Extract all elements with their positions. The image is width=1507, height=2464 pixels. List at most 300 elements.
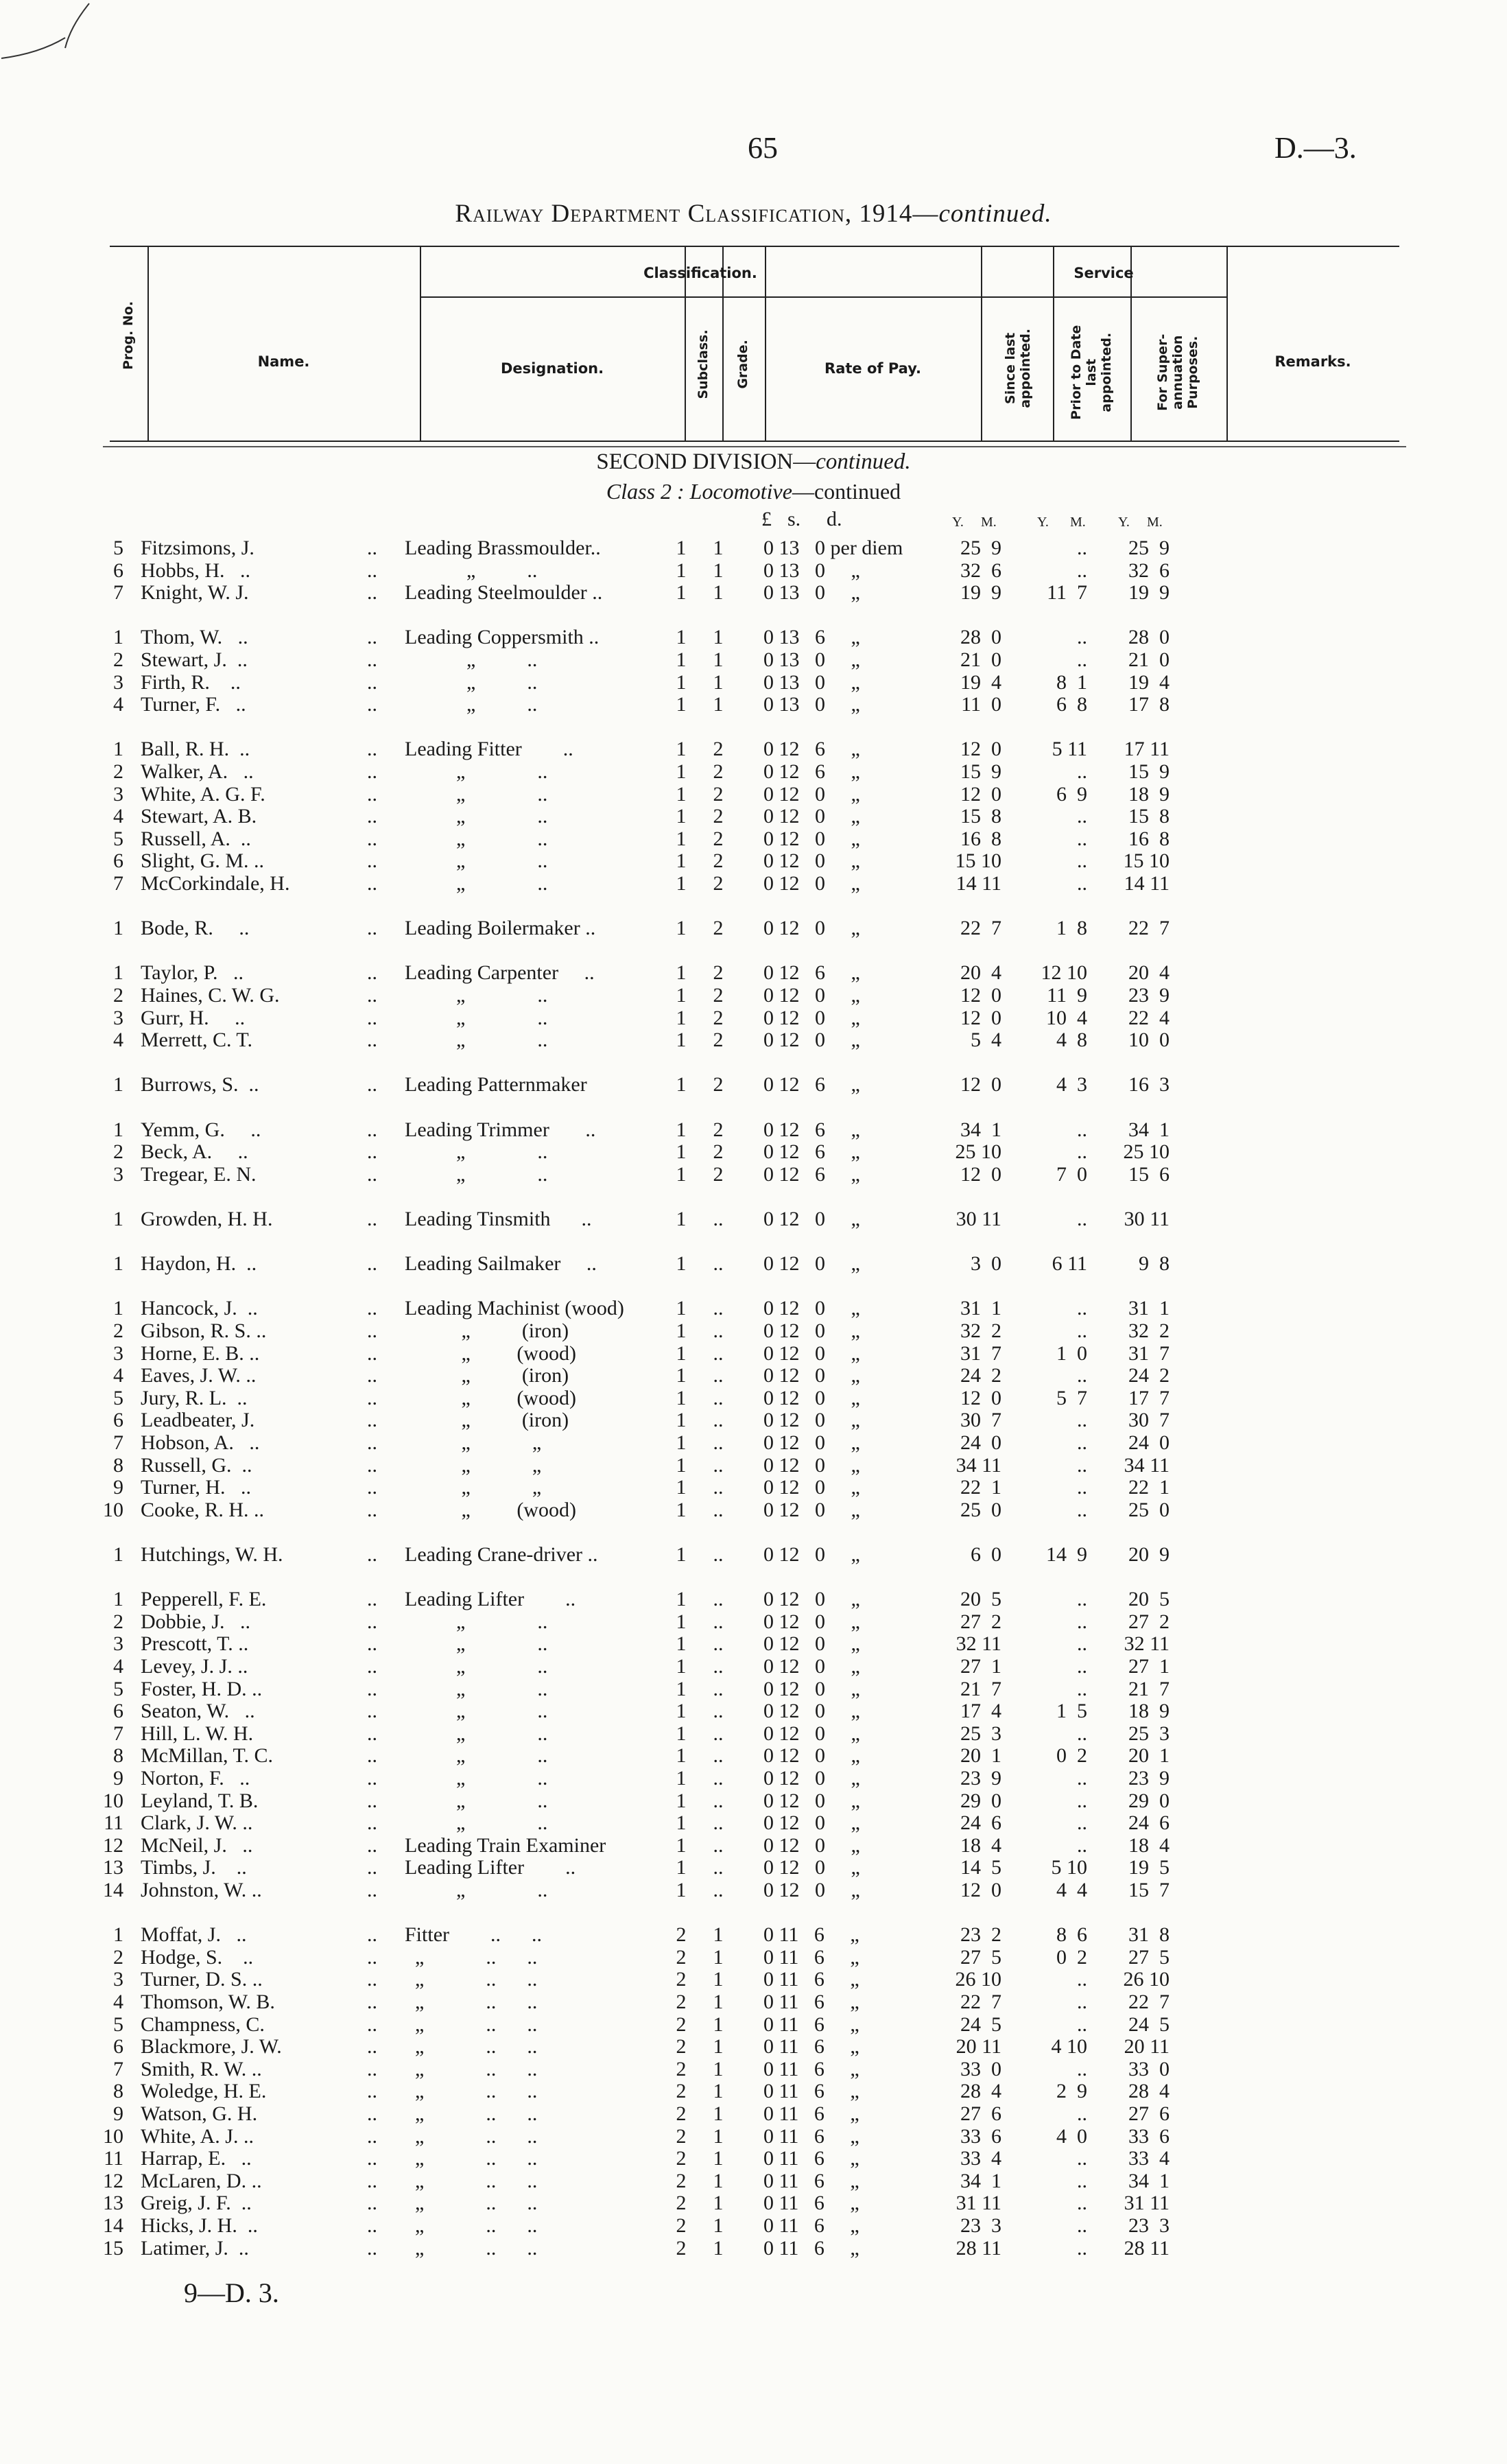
cell-no: 1: [113, 1252, 123, 1276]
cell-name: Turner, D. S. ..: [141, 1968, 263, 1991]
cell-since: 14 11: [956, 872, 1001, 895]
cell-super: 31 1: [1128, 1297, 1170, 1320]
cell-name: Hodge, S. ..: [141, 1945, 254, 1969]
cell-desig: Leading Coppersmith ..: [405, 626, 600, 649]
cell-desig: „ ..: [405, 1677, 548, 1700]
cell-sub: 1: [676, 805, 687, 828]
table-row: [0, 1811, 1507, 1835]
table-row: [0, 537, 1507, 560]
table-row: [0, 1387, 1507, 1410]
cell-pay: 0 12 0 „: [763, 1029, 860, 1052]
cell-dots: ..: [367, 872, 377, 895]
cell-super: 27 5: [1128, 1945, 1170, 1969]
cell-prior: ..: [1077, 1208, 1087, 1230]
cell-since: 25 3: [960, 1722, 1001, 1745]
cell-dots: ..: [367, 1744, 377, 1768]
cell-prior: 7 0: [1056, 1162, 1087, 1186]
cell-super: 29 0: [1128, 1789, 1170, 1812]
cell-super: 21 0: [1128, 648, 1170, 671]
cell-prior: 8 1: [1056, 670, 1087, 694]
unit-years: Y.: [952, 515, 964, 530]
cell-name: Beck, A. ..: [141, 1140, 248, 1164]
cell-super: 16 3: [1128, 1073, 1170, 1096]
cell-name: Timbs, J. ..: [141, 1856, 247, 1879]
cell-since: 30 11: [956, 1208, 1001, 1230]
cell-super: 22 4: [1128, 1006, 1170, 1029]
header-superannuation: For Super- annuation Purposes.: [1155, 333, 1200, 411]
cell-since: 27 1: [960, 1655, 1001, 1678]
cell-grade: ..: [713, 1498, 724, 1521]
cell-since: 11 0: [961, 693, 1001, 716]
cell-name: Cooke, R. H. ..: [141, 1498, 264, 1521]
cell-since: 28 4: [960, 2080, 1001, 2103]
cell-super: 20 1: [1128, 1744, 1170, 1768]
cell-pay: 0 12 0 „: [763, 917, 860, 940]
header-since-last-appointed: Since last appointed.: [1003, 328, 1033, 408]
cell-prior: 11 7: [1047, 581, 1087, 605]
cell-sub: 1: [676, 1767, 687, 1790]
cell-sub: 1: [676, 984, 687, 1007]
cell-since: 20 4: [960, 961, 1001, 985]
table-row: [0, 1029, 1507, 1052]
cell-super: 31 11: [1124, 2192, 1170, 2215]
cell-desig: „ ..: [405, 1162, 548, 1186]
cell-no: 4: [113, 1655, 123, 1678]
cell-no: 2: [113, 1945, 123, 1969]
cell-grade: ..: [713, 1677, 724, 1700]
cell-grade: ..: [713, 1476, 724, 1499]
cell-pay: 0 12 0 „: [763, 1677, 860, 1700]
table-row: [0, 1946, 1507, 1969]
page-title-main: Railway Department Classification, 1914—: [455, 200, 939, 228]
cell-no: 2: [113, 648, 123, 671]
table-row: [0, 1499, 1507, 1522]
cell-super: 25 10: [1123, 1140, 1170, 1164]
cell-desig: „ ..: [405, 984, 548, 1007]
table-row: [0, 1073, 1507, 1096]
cell-prior: ..: [1077, 2192, 1087, 2215]
cell-grade: 2: [713, 1073, 724, 1096]
cell-desig: „ (iron): [405, 1409, 569, 1432]
cell-dots: ..: [367, 2035, 377, 2058]
cell-name: Walker, A. ..: [141, 760, 254, 783]
table-row: [0, 1409, 1507, 1432]
cell-super: 15 7: [1128, 1879, 1170, 1901]
cell-sub: 1: [676, 559, 687, 582]
cell-desig: „ ..: [405, 1610, 548, 1633]
cell-sub: 1: [676, 1073, 687, 1096]
cell-name: Hicks, J. H. ..: [141, 2214, 258, 2237]
cell-super: 19 4: [1128, 670, 1170, 694]
cell-super: 9 8: [1139, 1252, 1170, 1276]
cell-since: 34 11: [956, 1453, 1001, 1477]
cell-since: 24 6: [960, 1811, 1001, 1835]
cell-sub: 1: [676, 648, 687, 671]
cell-pay: 0 12 0 „: [763, 1700, 860, 1723]
cell-sub: 1: [676, 693, 687, 716]
cell-sub: 2: [676, 1968, 687, 1991]
cell-name: Moffat, J. ..: [141, 1923, 247, 1947]
cell-no: 8: [113, 1744, 123, 1768]
cell-desig: „ ..: [405, 1029, 548, 1052]
cell-grade: ..: [713, 1453, 724, 1477]
cell-sub: 1: [676, 917, 687, 940]
table-row: [0, 626, 1507, 649]
cell-pay: 0 13 0 „: [763, 648, 860, 671]
cell-since: 23 3: [960, 2214, 1001, 2237]
cell-super: 16 8: [1128, 827, 1170, 850]
cell-dots: ..: [367, 738, 377, 761]
table-row: [0, 2125, 1507, 2148]
cell-dots: ..: [367, 2124, 377, 2148]
table-row: [0, 581, 1507, 605]
cell-name: Prescott, T. ..: [141, 1632, 249, 1656]
cell-desig: „ ..: [405, 559, 538, 582]
cell-since: 22 7: [960, 917, 1001, 940]
cell-desig: Fitter .. ..: [405, 1923, 542, 1947]
cell-pay: 0 12 6 „: [763, 1162, 860, 1186]
cell-pay: 0 11 6 „: [763, 2080, 859, 2103]
cell-dots: ..: [367, 1029, 377, 1052]
cell-dots: ..: [367, 1789, 377, 1812]
cell-no: 12: [103, 1833, 123, 1857]
cell-super: 15 8: [1128, 805, 1170, 828]
cell-since: 27 2: [960, 1610, 1001, 1633]
cell-desig: „ ..: [405, 1767, 548, 1790]
cell-grade: 1: [713, 648, 724, 671]
cell-no: 14: [103, 2214, 123, 2237]
cell-grade: ..: [713, 1700, 724, 1723]
cell-sub: 1: [676, 1341, 687, 1365]
cell-pay: 0 12 0 „: [763, 1610, 860, 1633]
cell-desig: „ ..: [405, 760, 548, 783]
cell-grade: 1: [713, 2169, 724, 2192]
cell-super: 25 0: [1128, 1498, 1170, 1521]
cell-desig: „ ..: [405, 1632, 548, 1656]
cell-since: 32 2: [960, 1319, 1001, 1342]
table-row: [0, 1744, 1507, 1768]
cell-name: Merrett, C. T.: [141, 1029, 253, 1052]
cell-since: 27 6: [960, 2102, 1001, 2125]
subsection-heading-italic: Class 2 : Locomotive: [606, 479, 792, 504]
cell-dots: ..: [367, 1879, 377, 1901]
cell-prior: 5 10: [1051, 1856, 1087, 1879]
cell-desig: Leading Steelmoulder ..: [405, 581, 603, 605]
cell-since: 27 5: [960, 1945, 1001, 1969]
cell-prior: ..: [1077, 849, 1087, 873]
cell-since: 15 8: [960, 805, 1001, 828]
unit-years: Y.: [1118, 515, 1130, 530]
cell-super: 25 9: [1128, 537, 1170, 559]
table-row: [0, 1856, 1507, 1879]
cell-dots: ..: [367, 1722, 377, 1745]
table-row: [0, 1968, 1507, 1991]
table-row: [0, 738, 1507, 761]
cell-since: 12 0: [960, 1879, 1001, 1901]
cell-no: 1: [113, 917, 123, 940]
cell-desig: Leading Train Examiner: [405, 1833, 606, 1857]
cell-sub: 2: [676, 2214, 687, 2237]
cell-super: 27 2: [1128, 1610, 1170, 1633]
cell-prior: ..: [1077, 1297, 1087, 1320]
cell-pay: 0 11 6 „: [763, 2124, 859, 2148]
cell-desig: „ ..: [405, 670, 538, 694]
cell-desig: „ .. ..: [405, 2013, 538, 2036]
cell-grade: 1: [713, 693, 724, 716]
cell-sub: 2: [676, 2236, 687, 2260]
cell-desig: „ ..: [405, 849, 548, 873]
header-name: Name.: [257, 353, 310, 370]
cell-dots: ..: [367, 1453, 377, 1477]
header-service: Service: [1073, 265, 1134, 281]
cell-no: 2: [113, 1319, 123, 1342]
cell-since: 24 5: [960, 2013, 1001, 2036]
cell-desig: „ ..: [405, 1655, 548, 1678]
cell-prior: ..: [1077, 1968, 1087, 1991]
unit-pounds: £: [761, 508, 772, 530]
cell-prior: ..: [1077, 2169, 1087, 2192]
subsection-heading-rest: —continued: [792, 479, 901, 504]
cell-grade: 1: [713, 2057, 724, 2080]
cell-desig: „ ..: [405, 805, 548, 828]
cell-super: 24 2: [1128, 1364, 1170, 1387]
cell-pay: 0 13 6 „: [763, 626, 860, 649]
cell-prior: ..: [1077, 537, 1087, 559]
cell-dots: ..: [367, 1991, 377, 2013]
cell-prior: ..: [1077, 1319, 1087, 1342]
cell-desig: Leading Trimmer ..: [405, 1118, 596, 1141]
cell-name: Champness, C.: [141, 2013, 265, 2036]
cell-super: 34 1: [1128, 1118, 1170, 1141]
cell-name: Hutchings, W. H.: [141, 1543, 283, 1566]
cell-no: 5: [113, 1677, 123, 1700]
cell-pay: 0 12 6 „: [763, 1140, 860, 1164]
cell-since: 25 0: [960, 1498, 1001, 1521]
cell-sub: 1: [676, 537, 687, 559]
cell-grade: ..: [713, 1319, 724, 1342]
cell-pay: 0 13 0 per diem: [763, 537, 903, 559]
cell-grade: 1: [713, 1945, 724, 1969]
table-row: [0, 1431, 1507, 1455]
cell-pay: 0 12 0 „: [763, 805, 860, 828]
cell-grade: 1: [713, 581, 724, 605]
cell-pay: 0 11 6 „: [763, 1945, 859, 1969]
cell-pay: 0 11 6 „: [763, 2147, 859, 2170]
cell-name: Latimer, J. ..: [141, 2236, 249, 2260]
cell-no: 1: [113, 1543, 123, 1566]
table-row: [0, 2214, 1507, 2238]
cell-prior: 5 7: [1056, 1386, 1087, 1409]
cell-prior: 4 0: [1056, 2124, 1087, 2148]
cell-since: 12 0: [960, 738, 1001, 761]
cell-dots: ..: [367, 1700, 377, 1723]
table-row: [0, 1007, 1507, 1030]
cell-prior: 11 9: [1047, 984, 1087, 1007]
cell-dots: ..: [367, 782, 377, 806]
table-row: [0, 1208, 1507, 1231]
cell-prior: 14 9: [1046, 1543, 1087, 1566]
cell-sub: 1: [676, 1655, 687, 1678]
table-row: [0, 805, 1507, 828]
cell-super: 17 7: [1128, 1386, 1170, 1409]
cell-prior: ..: [1077, 1140, 1087, 1164]
cell-super: 34 11: [1124, 1453, 1170, 1477]
cell-sub: 1: [676, 1453, 687, 1477]
cell-name: Haydon, H. ..: [141, 1252, 257, 1276]
cell-super: 18 9: [1128, 782, 1170, 806]
table-row: [0, 917, 1507, 940]
cell-sub: 1: [676, 1632, 687, 1656]
cell-prior: ..: [1077, 1610, 1087, 1633]
cell-since: 34 1: [960, 2169, 1001, 2192]
cell-prior: ..: [1077, 1476, 1087, 1499]
header-designation: Designation.: [500, 360, 604, 377]
cell-pay: 0 12 0 „: [763, 1588, 860, 1611]
cell-pay: 0 12 6 „: [763, 1073, 860, 1096]
cell-since: 19 9: [960, 581, 1001, 605]
cell-desig: „ ..: [405, 1811, 548, 1835]
cell-sub: 1: [676, 1476, 687, 1499]
table-row: [0, 1790, 1507, 1813]
cell-name: Smith, R. W. ..: [141, 2057, 262, 2080]
cell-desig: „ .. ..: [405, 2192, 538, 2215]
cell-prior: ..: [1077, 1789, 1087, 1812]
cell-super: 15 9: [1128, 760, 1170, 783]
cell-grade: ..: [713, 1431, 724, 1454]
cell-dots: ..: [367, 1610, 377, 1633]
cell-sub: 1: [676, 1409, 687, 1432]
cell-name: Jury, R. L. ..: [141, 1386, 248, 1409]
table-row: [0, 1632, 1507, 1656]
cell-desig: „ „: [405, 1431, 542, 1454]
cell-super: 33 6: [1128, 2124, 1170, 2148]
table-row: [0, 1476, 1507, 1499]
cell-sub: 2: [676, 2147, 687, 2170]
cell-no: 8: [113, 1453, 123, 1477]
cell-super: 31 8: [1128, 1923, 1170, 1947]
cell-grade: 1: [713, 2080, 724, 2103]
cell-sub: 1: [676, 1677, 687, 1700]
cell-since: 31 1: [960, 1297, 1001, 1320]
cell-since: 16 8: [960, 827, 1001, 850]
cell-name: McLaren, D. ..: [141, 2169, 262, 2192]
table-row: [0, 2080, 1507, 2103]
cell-desig: „ (wood): [405, 1498, 576, 1521]
cell-prior: ..: [1077, 2236, 1087, 2260]
cell-super: 27 1: [1128, 1655, 1170, 1678]
cell-grade: 2: [713, 961, 724, 985]
cell-name: Taylor, P. ..: [141, 961, 244, 985]
table-row: [0, 1140, 1507, 1164]
cell-since: 33 4: [960, 2147, 1001, 2170]
cell-dots: ..: [367, 827, 377, 850]
cell-pay: 0 12 0 „: [763, 1655, 860, 1678]
cell-desig: „ .. ..: [405, 2057, 538, 2080]
cell-dots: ..: [367, 1968, 377, 1991]
cell-super: 22 7: [1128, 1991, 1170, 2013]
cell-sub: 1: [676, 1208, 687, 1230]
cell-pay: 0 12 0 „: [763, 782, 860, 806]
cell-super: 28 11: [1124, 2236, 1170, 2260]
cell-prior: 12 10: [1041, 961, 1087, 985]
cell-super: 17 8: [1128, 693, 1170, 716]
cell-no: 3: [113, 1341, 123, 1365]
cell-sub: 1: [676, 827, 687, 850]
cell-pay: 0 12 6 „: [763, 1118, 860, 1141]
cell-grade: 2: [713, 1162, 724, 1186]
cell-no: 2: [113, 1140, 123, 1164]
cell-super: 14 11: [1124, 872, 1170, 895]
cell-grade: 1: [713, 1991, 724, 2013]
cell-since: 31 7: [960, 1341, 1001, 1365]
cell-sub: 2: [676, 2013, 687, 2036]
cell-desig: „ .. ..: [405, 1945, 538, 1969]
table-row: [0, 1722, 1507, 1746]
cell-no: 4: [113, 805, 123, 828]
cell-no: 6: [113, 1700, 123, 1723]
unit-pence: d.: [827, 508, 842, 530]
cell-desig: Leading Lifter ..: [405, 1856, 576, 1879]
cell-prior: ..: [1077, 1588, 1087, 1611]
cell-name: Turner, F. ..: [141, 693, 246, 716]
cell-dots: ..: [367, 626, 377, 649]
cell-super: 30 7: [1128, 1409, 1170, 1432]
cell-pay: 0 12 0 „: [763, 827, 860, 850]
cell-grade: 1: [713, 670, 724, 694]
cell-no: 3: [113, 1632, 123, 1656]
unit-months: M.: [1070, 515, 1086, 530]
cell-pay: 0 12 0 „: [763, 1297, 860, 1320]
cell-name: Levey, J. J. ..: [141, 1655, 248, 1678]
cell-grade: 1: [713, 2035, 724, 2058]
cell-since: 12 0: [960, 1162, 1001, 1186]
cell-name: Gurr, H. ..: [141, 1006, 246, 1029]
cell-grade: 2: [713, 1118, 724, 1141]
cell-name: Turner, H. ..: [141, 1476, 252, 1499]
cell-dots: ..: [367, 2057, 377, 2080]
cell-dots: ..: [367, 537, 377, 559]
cell-sub: 2: [676, 2192, 687, 2215]
cell-name: Gibson, R. S. ..: [141, 1319, 267, 1342]
cell-no: 1: [113, 1118, 123, 1141]
cell-grade: ..: [713, 1722, 724, 1745]
cell-pay: 0 12 0 „: [763, 1453, 860, 1477]
cell-desig: „ ..: [405, 648, 538, 671]
table-row: [0, 1923, 1507, 1947]
cell-since: 20 5: [960, 1588, 1001, 1611]
cell-no: 13: [103, 1856, 123, 1879]
cell-grade: 2: [713, 917, 724, 940]
cell-dots: ..: [367, 581, 377, 605]
cell-since: 17 4: [960, 1700, 1001, 1723]
cell-dots: ..: [367, 2214, 377, 2237]
cell-desig: „ .. ..: [405, 2102, 538, 2125]
cell-prior: 4 3: [1056, 1073, 1087, 1096]
cell-pay: 0 11 6 „: [763, 2013, 859, 2036]
table-row: [0, 2192, 1507, 2215]
cell-no: 7: [113, 1722, 123, 1745]
cell-no: 1: [113, 626, 123, 649]
table-row: [0, 1297, 1507, 1320]
cell-since: 12 0: [960, 984, 1001, 1007]
division-heading-main: SECOND DIVISION—: [596, 449, 816, 474]
header-remarks: Remarks.: [1274, 353, 1351, 370]
cell-super: 15 10: [1123, 849, 1170, 873]
cell-pay: 0 12 0 „: [763, 1409, 860, 1432]
cell-prior: 6 8: [1056, 693, 1087, 716]
cell-grade: ..: [713, 1208, 724, 1230]
cell-since: 14 5: [960, 1856, 1001, 1879]
